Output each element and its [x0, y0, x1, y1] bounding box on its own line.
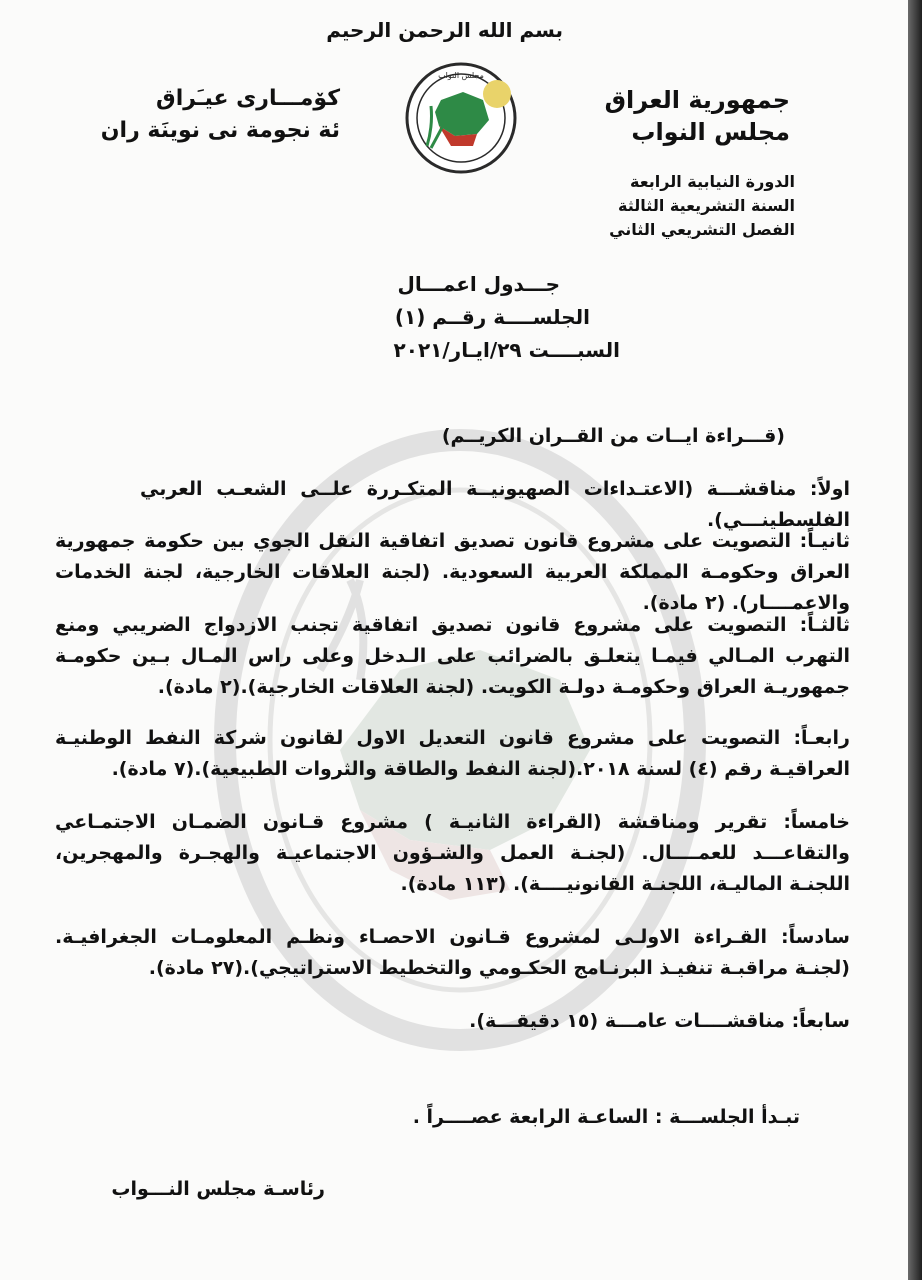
republic-name: جمهورية العراق [604, 86, 790, 114]
session-start-time: تبـدأ الجلســـة : الساعـة الرابعة عصــــراً . [412, 1106, 800, 1128]
item-text: التصويت على مشروع قانون التعديل الاول لقانون شركة النفط الوطنيـة العراقيـة رقم (٤) لسنة ٢٠١٨.(لجنة النفط والطاقة والثروات الطبيعية).(٧ مادة). [55, 727, 850, 780]
scan-edge [908, 0, 922, 1280]
item-prefix: اولاً: [809, 478, 850, 500]
agenda-item-2 [55, 526, 850, 619]
basmala: بسم الله الرحمن الرحيم [326, 18, 563, 42]
agenda-item-4 [55, 723, 850, 785]
session-info-term: الدورة النيابية الرابعة [630, 172, 795, 191]
item-text: القـراءة الاولـى لمشروع قـانون الاحصـاء ونظـم المعلومـات الجغرافيـة. (لجنـة مراقبـة تنفيـذ البرنـامج الحكـومي والتخطيط الاستراتيجي).(٢٧ مادة). [55, 926, 850, 979]
logo-text: مجلس النواب [438, 71, 484, 80]
session-number: الجلســــة رقــم (١) [394, 305, 590, 329]
session-info-chapter: الفصل التشريعي الثاني [609, 220, 795, 239]
item-prefix: خامساً: [783, 811, 850, 833]
kurdish-council-name: ئة نجومة نى نوينَة ران [100, 118, 340, 143]
session-date: السبــــت ٢٩/ايـار/٢٠٢١ [393, 338, 620, 362]
kurdish-republic-name: كۆمـــارى عيـَراق [156, 86, 340, 111]
item-prefix: سابعاً: [791, 1010, 850, 1032]
item-text: التصويت على مشروع قانون تصديق اتفاقية تجنب الازدواج الضريبي ومنع التهرب المـالي فيمـا يتعلـق بالضرائب على الـدخل وعلى راس المـال بـين حكومـة جمهوريـة العراق وحكومـة دولـة الكويت. (لجنة العلاقات الخارجية).(٢ مادة). [55, 614, 850, 698]
council-name: مجلس النواب [631, 118, 790, 146]
agenda-item-6 [55, 922, 850, 984]
opening-quran: (قـــراءة ايــات من القــران الكريــم) [441, 425, 785, 447]
item-prefix: سادساً: [780, 926, 850, 948]
item-text: مناقشـــة (الاعتـداءات الصهيونيــة المتكـررة علــى الشعـب العربي الفلسطينـــي). [140, 478, 850, 531]
item-text: التصويت على مشروع قانون تصديق اتفاقية النقل الجوي بين حكومة جمهورية العراق وحكومـة المملكة العربية السعودية. (لجنة العلاقات الخارجية، لجنة الخدمات والاعمــــار). (٢ مادة). [55, 530, 850, 614]
item-prefix: ثالثـاً: [799, 614, 850, 636]
agenda-title: جـــدول اعمـــال [397, 272, 560, 296]
item-prefix: رابعـاً: [793, 727, 850, 749]
item-prefix: ثانيـاً: [799, 530, 850, 552]
signature-presidency: رئاسـة مجلس النـــواب [111, 1178, 325, 1200]
parliament-logo [403, 60, 523, 176]
item-text: مناقشــــات عامـــة (١٥ دقيقـــة). [469, 1010, 785, 1032]
agenda-item-7 [400, 1006, 850, 1037]
session-info-year: السنة التشريعية الثالثة [618, 196, 795, 215]
agenda-item-3 [55, 610, 850, 703]
item-text: تقرير ومناقشة (القراءة الثانيـة ) مشروع قـانون الضمـان الاجتمـاعي والتقاعـــد للعمــــال. (لجنـة العمل والشـؤون الاجتماعيـة والهجـرة والمهجرين، اللجنـة الماليـة، اللجنـة القانونيــــة). (١١٣ مادة). [55, 811, 850, 895]
agenda-item-5 [55, 807, 850, 900]
